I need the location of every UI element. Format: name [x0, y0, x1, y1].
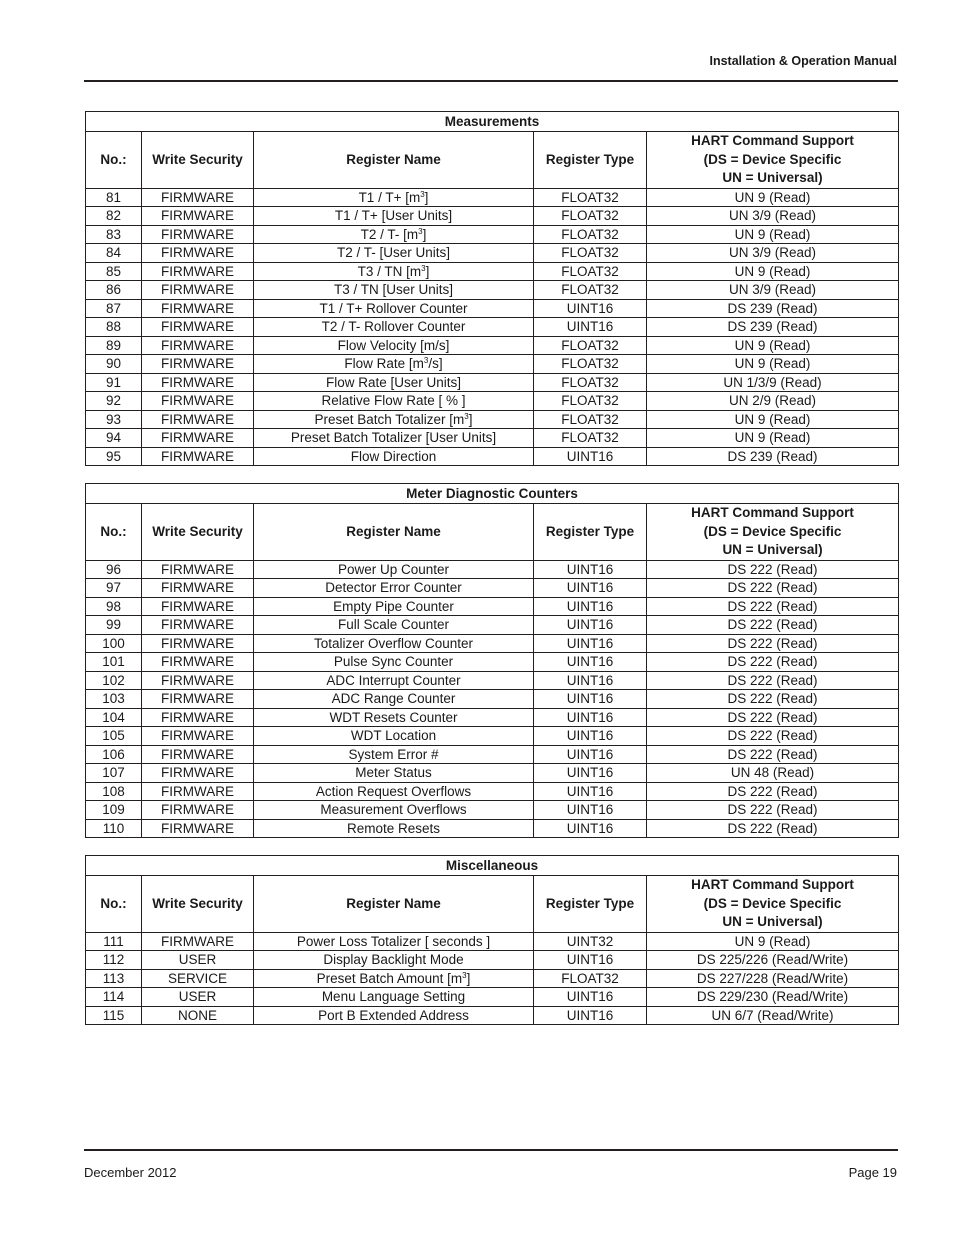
write-security: FIRMWARE — [142, 355, 254, 374]
table-row — [86, 373, 899, 392]
register-type: UINT16 — [534, 690, 647, 709]
hart-command: UN 9 (Read) — [647, 410, 899, 429]
table-row — [86, 299, 899, 318]
register-type: FLOAT32 — [534, 969, 647, 988]
table-row — [86, 671, 899, 690]
register-name: Measurement Overflows — [254, 801, 534, 820]
register-name: ADC Range Counter — [254, 690, 534, 709]
register-type: UINT16 — [534, 1006, 647, 1025]
write-security: FIRMWARE — [142, 281, 254, 300]
table-title: Miscellaneous — [86, 856, 899, 876]
register-name: Remote Resets — [254, 819, 534, 838]
register-number: 113 — [86, 969, 142, 988]
write-security: NONE — [142, 1006, 254, 1025]
table-row — [86, 392, 899, 411]
register-number: 110 — [86, 819, 142, 838]
column-header-write-security: Write Security — [142, 504, 254, 561]
register-name: T2 / T- Rollover Counter — [254, 318, 534, 337]
hart-command: UN 9 (Read) — [647, 225, 899, 244]
register-number: 99 — [86, 616, 142, 635]
write-security: FIRMWARE — [142, 745, 254, 764]
column-header-no: No.: — [86, 504, 142, 561]
register-name: Port B Extended Address — [254, 1006, 534, 1025]
table-row — [86, 745, 899, 764]
miscellaneous-table — [85, 855, 899, 1025]
register-number: 87 — [86, 299, 142, 318]
register-number: 91 — [86, 373, 142, 392]
register-type: FLOAT32 — [534, 336, 647, 355]
register-number: 86 — [86, 281, 142, 300]
register-name: T2 / T- $[m^3]$ — [254, 225, 534, 244]
register-name: Detector Error Counter — [254, 579, 534, 598]
write-security: FIRMWARE — [142, 392, 254, 411]
table-row — [86, 1006, 899, 1025]
hart-command: DS 239 (Read) — [647, 447, 899, 466]
register-type: UINT16 — [534, 447, 647, 466]
column-header-register-type: Register Type — [534, 504, 647, 561]
measurements-table — [85, 111, 899, 466]
column-header-hart-command-support — [647, 132, 899, 189]
register-type: FLOAT32 — [534, 410, 647, 429]
write-security: FIRMWARE — [142, 801, 254, 820]
register-type: FLOAT32 — [534, 207, 647, 226]
hart-command: UN 6/7 (Read/Write) — [647, 1006, 899, 1025]
write-security: FIRMWARE — [142, 671, 254, 690]
register-type: UINT16 — [534, 616, 647, 635]
register-number: 90 — [86, 355, 142, 374]
table-title: Measurements — [86, 112, 899, 132]
table-row — [86, 764, 899, 783]
table-title: Meter Diagnostic Counters — [86, 484, 899, 504]
register-type: UINT16 — [534, 951, 647, 970]
write-security: FIRMWARE — [142, 597, 254, 616]
footer-divider — [84, 1149, 898, 1151]
column-header-hart-command-support — [647, 876, 899, 933]
table-row — [86, 653, 899, 672]
write-security: FIRMWARE — [142, 653, 254, 672]
hart-command: UN 9 (Read) — [647, 188, 899, 207]
table-row — [86, 318, 899, 337]
register-type: UINT16 — [534, 745, 647, 764]
hart-command: DS 222 (Read) — [647, 616, 899, 635]
register-type: FLOAT32 — [534, 244, 647, 263]
register-name: Flow Rate [User Units] — [254, 373, 534, 392]
register-name: Preset Batch Totalizer [User Units] — [254, 429, 534, 448]
table-row — [86, 244, 899, 263]
hart-command: DS 222 (Read) — [647, 671, 899, 690]
hart-command: UN 1/3/9 (Read) — [647, 373, 899, 392]
table-row — [86, 616, 899, 635]
register-name: Totalizer Overflow Counter — [254, 634, 534, 653]
hart-header-line: HART Command Support — [691, 133, 854, 148]
hart-header-line: HART Command Support — [691, 505, 854, 520]
hart-command: DS 222 (Read) — [647, 597, 899, 616]
write-security: FIRMWARE — [142, 727, 254, 746]
register-name: System Error # — [254, 745, 534, 764]
hart-header-line: (DS = Device Specific — [703, 151, 842, 167]
hart-header-line: UN = Universal) — [722, 542, 823, 557]
register-number: 82 — [86, 207, 142, 226]
register-name: WDT Location — [254, 727, 534, 746]
register-name: Full Scale Counter — [254, 616, 534, 635]
write-security: FIRMWARE — [142, 373, 254, 392]
register-type: UINT16 — [534, 634, 647, 653]
write-security: FIRMWARE — [142, 764, 254, 783]
register-number: 98 — [86, 597, 142, 616]
column-header-register-type: Register Type — [534, 876, 647, 933]
write-security: FIRMWARE — [142, 560, 254, 579]
table-row — [86, 225, 899, 244]
hart-command: DS 225/226 (Read/Write) — [647, 951, 899, 970]
hart-command: DS 222 (Read) — [647, 690, 899, 709]
hart-command: DS 222 (Read) — [647, 560, 899, 579]
write-security: FIRMWARE — [142, 336, 254, 355]
hart-command: UN 3/9 (Read) — [647, 207, 899, 226]
write-security: FIRMWARE — [142, 318, 254, 337]
write-security: FIRMWARE — [142, 616, 254, 635]
write-security: FIRMWARE — [142, 819, 254, 838]
register-type: UINT16 — [534, 782, 647, 801]
register-name: Action Request Overflows — [254, 782, 534, 801]
register-number: 93 — [86, 410, 142, 429]
hart-command: UN 3/9 (Read) — [647, 244, 899, 263]
hart-command: DS 222 (Read) — [647, 653, 899, 672]
write-security: SERVICE — [142, 969, 254, 988]
column-header-register-name: Register Name — [254, 132, 534, 189]
register-name: Display Backlight Mode — [254, 951, 534, 970]
write-security: FIRMWARE — [142, 579, 254, 598]
hart-header-line: UN = Universal) — [722, 170, 823, 185]
hart-command: DS 222 (Read) — [647, 801, 899, 820]
page-number: Page 19 — [848, 1165, 897, 1180]
register-name: T3 / TN [User Units] — [254, 281, 534, 300]
register-type: FLOAT32 — [534, 225, 647, 244]
register-type: FLOAT32 — [534, 281, 647, 300]
footer-date: December 2012 — [84, 1165, 177, 1180]
write-security: FIRMWARE — [142, 782, 254, 801]
table-row — [86, 207, 899, 226]
register-name: T1 / T+ Rollover Counter — [254, 299, 534, 318]
hart-command: DS 229/230 (Read/Write) — [647, 988, 899, 1007]
table-row — [86, 988, 899, 1007]
write-security: USER — [142, 988, 254, 1007]
table-row — [86, 951, 899, 970]
register-name: Empty Pipe Counter — [254, 597, 534, 616]
register-type: UINT16 — [534, 988, 647, 1007]
write-security: FIRMWARE — [142, 410, 254, 429]
register-number: 85 — [86, 262, 142, 281]
write-security: FIRMWARE — [142, 932, 254, 951]
register-number: 81 — [86, 188, 142, 207]
register-number: 112 — [86, 951, 142, 970]
register-number: 100 — [86, 634, 142, 653]
table-row — [86, 708, 899, 727]
hart-header-line: (DS = Device Specific — [703, 895, 842, 911]
register-type: UINT16 — [534, 579, 647, 598]
register-number: 109 — [86, 801, 142, 820]
table-row — [86, 262, 899, 281]
register-name: Preset Batch Totalizer $[m^3]$ — [254, 410, 534, 429]
register-type: UINT32 — [534, 932, 647, 951]
register-type: FLOAT32 — [534, 188, 647, 207]
write-security: FIRMWARE — [142, 188, 254, 207]
column-header-write-security: Write Security — [142, 876, 254, 933]
hart-command: DS 222 (Read) — [647, 634, 899, 653]
register-name: Meter Status — [254, 764, 534, 783]
register-type: UINT16 — [534, 318, 647, 337]
write-security: FIRMWARE — [142, 262, 254, 281]
hart-command: DS 222 (Read) — [647, 782, 899, 801]
register-number: 115 — [86, 1006, 142, 1025]
header-divider — [84, 80, 898, 82]
register-number: 94 — [86, 429, 142, 448]
write-security: USER — [142, 951, 254, 970]
write-security: FIRMWARE — [142, 207, 254, 226]
column-header-register-type: Register Type — [534, 132, 647, 189]
register-type: FLOAT32 — [534, 262, 647, 281]
column-header-write-security: Write Security — [142, 132, 254, 189]
register-name: Menu Language Setting — [254, 988, 534, 1007]
hart-command: UN 9 (Read) — [647, 355, 899, 374]
column-header-register-name: Register Name — [254, 504, 534, 561]
write-security: FIRMWARE — [142, 429, 254, 448]
register-name: Preset Batch Amount $[m^3]$ — [254, 969, 534, 988]
register-number: 108 — [86, 782, 142, 801]
table-row — [86, 410, 899, 429]
column-header-register-name: Register Name — [254, 876, 534, 933]
register-number: 84 — [86, 244, 142, 263]
register-type: UINT16 — [534, 653, 647, 672]
register-number: 92 — [86, 392, 142, 411]
table-row — [86, 447, 899, 466]
table-row — [86, 801, 899, 820]
write-security: FIRMWARE — [142, 299, 254, 318]
register-type: UINT16 — [534, 671, 647, 690]
register-name: Flow Direction — [254, 447, 534, 466]
register-number: 105 — [86, 727, 142, 746]
register-number: 103 — [86, 690, 142, 709]
register-number: 88 — [86, 318, 142, 337]
table-row — [86, 597, 899, 616]
register-type: UINT16 — [534, 597, 647, 616]
register-number: 95 — [86, 447, 142, 466]
register-type: UINT16 — [534, 764, 647, 783]
hart-command: DS 227/228 (Read/Write) — [647, 969, 899, 988]
table-row — [86, 634, 899, 653]
hart-command: UN 9 (Read) — [647, 429, 899, 448]
table-row — [86, 932, 899, 951]
hart-command: DS 222 (Read) — [647, 727, 899, 746]
register-type: UINT16 — [534, 560, 647, 579]
register-type: UINT16 — [534, 727, 647, 746]
register-type: UINT16 — [534, 819, 647, 838]
write-security: FIRMWARE — [142, 447, 254, 466]
table-row — [86, 281, 899, 300]
table-row — [86, 579, 899, 598]
hart-command: DS 239 (Read) — [647, 318, 899, 337]
manual-title: Installation & Operation Manual — [709, 54, 897, 68]
column-header-hart-command-support — [647, 504, 899, 561]
hart-command: UN 2/9 (Read) — [647, 392, 899, 411]
meter-diagnostic-counters-table — [85, 483, 899, 838]
register-number: 111 — [86, 932, 142, 951]
register-number: 89 — [86, 336, 142, 355]
hart-header-line: UN = Universal) — [722, 914, 823, 929]
hart-command: DS 222 (Read) — [647, 708, 899, 727]
hart-command: DS 222 (Read) — [647, 819, 899, 838]
column-header-no: No.: — [86, 876, 142, 933]
register-number: 101 — [86, 653, 142, 672]
hart-command: UN 9 (Read) — [647, 262, 899, 281]
register-number: 106 — [86, 745, 142, 764]
table-row — [86, 727, 899, 746]
table-row — [86, 355, 899, 374]
hart-command: DS 222 (Read) — [647, 579, 899, 598]
table-row — [86, 336, 899, 355]
register-name: T3 / TN $[m^3]$ — [254, 262, 534, 281]
register-name: Flow Rate $[m^3/s]$ — [254, 355, 534, 374]
hart-header-line: HART Command Support — [691, 877, 854, 892]
write-security: FIRMWARE — [142, 225, 254, 244]
hart-command: UN 9 (Read) — [647, 336, 899, 355]
register-type: UINT16 — [534, 299, 647, 318]
register-name: Relative Flow Rate [ % ] — [254, 392, 534, 411]
write-security: FIRMWARE — [142, 634, 254, 653]
table-row — [86, 782, 899, 801]
register-name: T1 / T+ [User Units] — [254, 207, 534, 226]
table-row — [86, 188, 899, 207]
register-type: FLOAT32 — [534, 355, 647, 374]
hart-command: UN 9 (Read) — [647, 932, 899, 951]
register-number: 114 — [86, 988, 142, 1007]
hart-command: DS 239 (Read) — [647, 299, 899, 318]
table-row — [86, 560, 899, 579]
column-header-no: No.: — [86, 132, 142, 189]
register-number: 102 — [86, 671, 142, 690]
register-number: 97 — [86, 579, 142, 598]
register-type: FLOAT32 — [534, 429, 647, 448]
register-name: ADC Interrupt Counter — [254, 671, 534, 690]
register-name: Power Up Counter — [254, 560, 534, 579]
write-security: FIRMWARE — [142, 708, 254, 727]
register-name: T2 / T- [User Units] — [254, 244, 534, 263]
register-name: Power Loss Totalizer [ seconds ] — [254, 932, 534, 951]
table-row — [86, 429, 899, 448]
register-number: 96 — [86, 560, 142, 579]
register-type: FLOAT32 — [534, 392, 647, 411]
table-row — [86, 690, 899, 709]
write-security: FIRMWARE — [142, 244, 254, 263]
register-number: 107 — [86, 764, 142, 783]
register-name: $T1 / T+ [m^3]$ — [254, 188, 534, 207]
hart-header-line: (DS = Device Specific — [703, 523, 842, 539]
register-type: UINT16 — [534, 801, 647, 820]
table-row — [86, 819, 899, 838]
table-row — [86, 969, 899, 988]
register-name: WDT Resets Counter — [254, 708, 534, 727]
register-number: 83 — [86, 225, 142, 244]
register-name: Pulse Sync Counter — [254, 653, 534, 672]
register-type: UINT16 — [534, 708, 647, 727]
hart-command: DS 222 (Read) — [647, 745, 899, 764]
register-name: Flow Velocity [m/s] — [254, 336, 534, 355]
register-type: FLOAT32 — [534, 373, 647, 392]
register-number: 104 — [86, 708, 142, 727]
hart-command: UN 3/9 (Read) — [647, 281, 899, 300]
hart-command: UN 48 (Read) — [647, 764, 899, 783]
write-security: FIRMWARE — [142, 690, 254, 709]
